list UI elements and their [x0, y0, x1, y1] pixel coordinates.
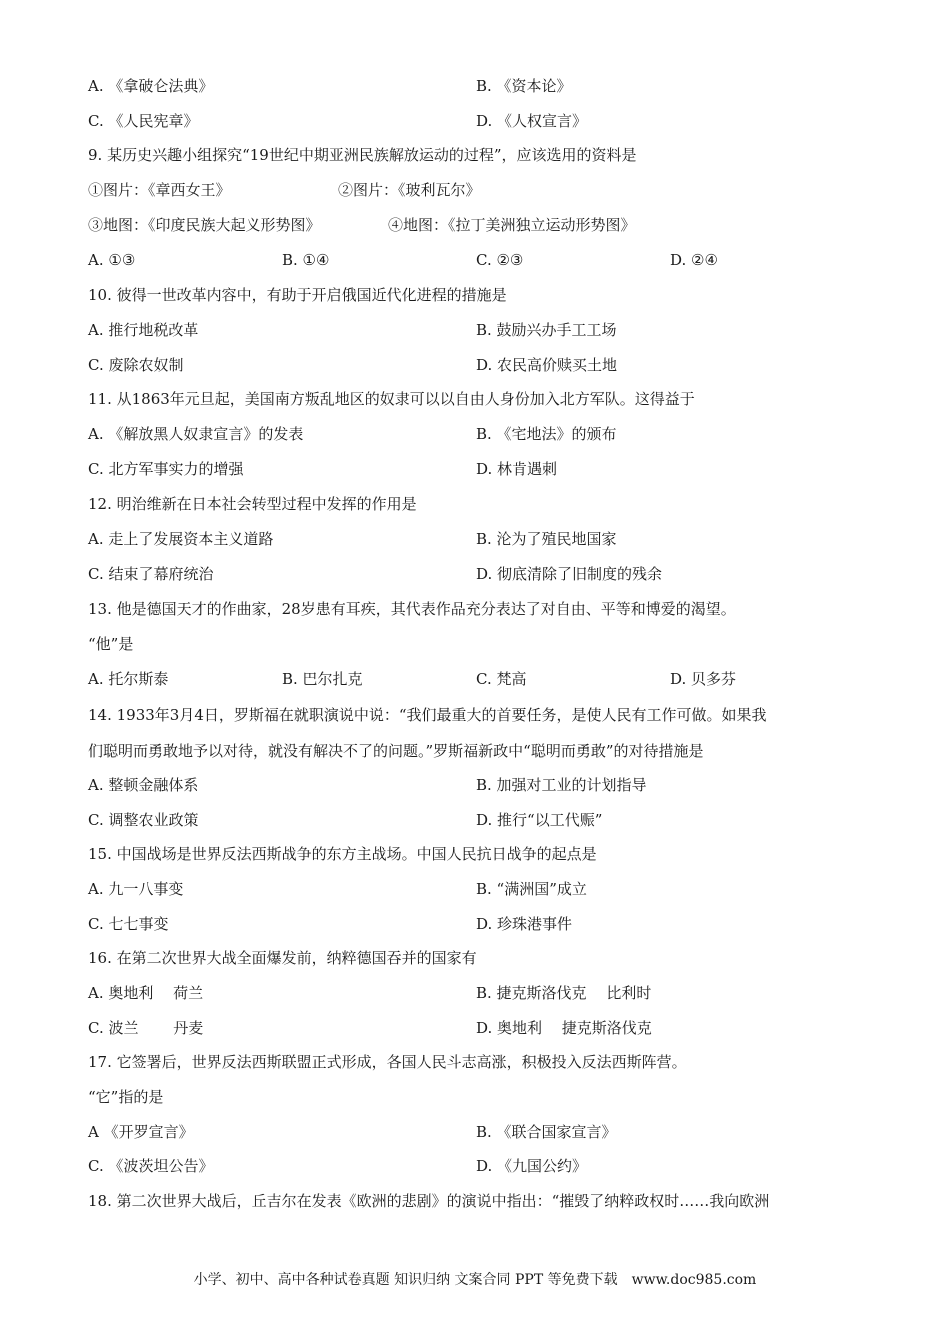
- q17-option-a: A 《开罗宣言》: [88, 1123, 194, 1141]
- q14-option-d: D. 推行“以工代赈”: [476, 811, 603, 829]
- q16-option-b: B. 捷克斯洛伐克 比利时: [476, 984, 652, 1002]
- q14-stem: 14. 1933年3月4日，罗斯福在就职演说中说：“我们最重大的首要任务，是使人民有工作可做。如果我: [88, 706, 767, 724]
- q18-stem: 18. 第二次世界大战后，丘吉尔在发表《欧洲的悲剧》的演说中指出：“摧毁了纳粹政权时……我向欧洲: [88, 1192, 770, 1210]
- q11-stem: 11. 从1863年元旦起，美国南方叛乱地区的奴隶可以以自由人身份加入北方军队。这得益于: [88, 390, 695, 408]
- q10-stem: 10. 彼得一世改革内容中，有助于开启俄国近代化进程的措施是: [88, 286, 507, 304]
- q10-option-c: C. 废除农奴制: [88, 356, 184, 374]
- q17-option-c: C. 《波茨坦公告》: [88, 1157, 214, 1175]
- page-footer: 小学、初中、高中各种试卷真题 知识归纳 文案合同 PPT 等免费下载 www.doc985.com: [193, 1272, 757, 1288]
- q9-material-4: ④地图：《拉丁美洲独立运动形势图》: [388, 216, 636, 234]
- q13-option-c: C. 梵高: [476, 670, 527, 688]
- q9-option-c: C. ②③: [476, 251, 524, 269]
- q16-option-d: D. 奥地利 捷克斯洛伐克: [476, 1019, 652, 1037]
- q15-option-d: D. 珍珠港事件: [476, 915, 573, 933]
- q10-option-b: B. 鼓励兴办手工工场: [476, 321, 617, 339]
- q11-option-d: D. 林肯遇刺: [476, 460, 558, 478]
- q8-option-a: A. 《拿破仑法典》: [88, 77, 214, 95]
- q9-stem: 9. 某历史兴趣小组探究“19世纪中期亚洲民族解放运动的过程”，应该选用的资料是: [88, 146, 637, 164]
- q8-option-c: C. 《人民宪章》: [88, 112, 199, 130]
- q15-option-c: C. 七七事变: [88, 915, 169, 933]
- q16-option-a: A. 奥地利 荷兰: [88, 984, 204, 1002]
- q13-stem: 13. 他是德国天才的作曲家，28岁患有耳疾，其代表作品充分表达了对自由、平等和博爱的渴望。: [88, 600, 736, 618]
- q13-option-d: D. 贝多芬: [670, 670, 737, 688]
- q9-material-1: ①图片：《章西女王》: [88, 181, 231, 199]
- q8-option-b: B. 《资本论》: [476, 77, 572, 95]
- q17-option-d: D. 《九国公约》: [476, 1157, 588, 1175]
- q14-option-c: C. 调整农业政策: [88, 811, 199, 829]
- q17-option-b: B. 《联合国家宣言》: [476, 1123, 617, 1141]
- q11-option-a: A. 《解放黑人奴隶宣言》的发表: [88, 425, 304, 443]
- q14-stem-2: 们聪明而勇敢地予以对待，就没有解决不了的问题。”罗斯福新政中“聪明而勇敢”的对待措施是: [88, 742, 704, 760]
- q15-option-a: A. 九一八事变: [88, 880, 184, 898]
- q8-option-d: D. 《人权宣言》: [476, 112, 588, 130]
- q13-stem-2: “他”是: [88, 635, 134, 653]
- q11-option-b: B. 《宅地法》的颁布: [476, 425, 617, 443]
- q9-option-d: D. ②④: [670, 251, 718, 269]
- q9-material-3: ③地图：《印度民族大起义形势图》: [88, 216, 321, 234]
- q15-option-b: B. “满洲国”成立: [476, 880, 587, 898]
- q13-option-b: B. 巴尔扎克: [282, 670, 363, 688]
- q9-material-2: ②图片：《玻利瓦尔》: [338, 181, 481, 199]
- q10-option-a: A. 推行地税改革: [88, 321, 199, 339]
- q11-option-c: C. 北方军事实力的增强: [88, 460, 244, 478]
- q16-option-c: C. 波兰 丹麦: [88, 1019, 204, 1037]
- q12-option-c: C. 结束了幕府统治: [88, 565, 214, 583]
- q13-option-a: A. 托尔斯泰: [88, 670, 169, 688]
- q12-stem: 12. 明治维新在日本社会转型过程中发挥的作用是: [88, 495, 417, 513]
- q15-stem: 15. 中国战场是世界反法西斯战争的东方主战场。中国人民抗日战争的起点是: [88, 845, 597, 863]
- q17-stem-2: “它”指的是: [88, 1088, 164, 1106]
- q9-option-b: B. ①④: [282, 251, 330, 269]
- q9-option-a: A. ①③: [88, 251, 136, 269]
- q10-option-d: D. 农民高价赎买土地: [476, 356, 618, 374]
- q12-option-d: D. 彻底清除了旧制度的残余: [476, 565, 663, 583]
- q17-stem: 17. 它签署后，世界反法西斯联盟正式形成，各国人民斗志高涨，积极投入反法西斯阵营。: [88, 1053, 687, 1071]
- q14-option-a: A. 整顿金融体系: [88, 776, 199, 794]
- q14-option-b: B. 加强对工业的计划指导: [476, 776, 647, 794]
- q12-option-b: B. 沦为了殖民地国家: [476, 530, 617, 548]
- q16-stem: 16. 在第二次世界大战全面爆发前，纳粹德国吞并的国家有: [88, 949, 477, 967]
- q12-option-a: A. 走上了发展资本主义道路: [88, 530, 274, 548]
